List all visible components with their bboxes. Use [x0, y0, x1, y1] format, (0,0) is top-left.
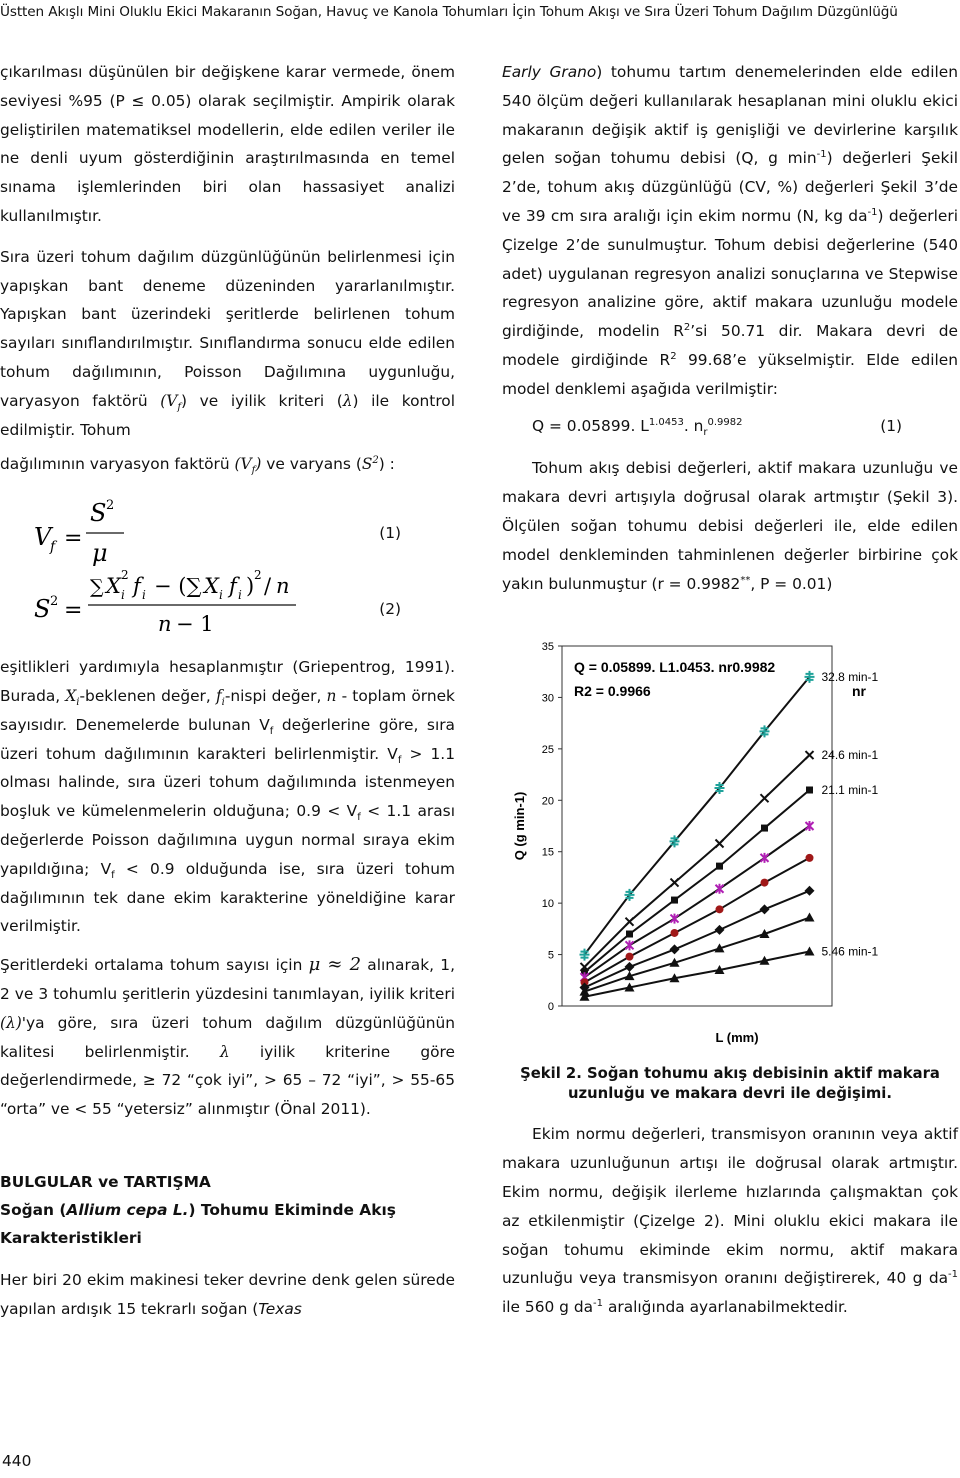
data-point [761, 879, 769, 887]
series-line [585, 677, 810, 955]
data-point [671, 879, 679, 887]
svg-text:X: X [106, 574, 121, 599]
page-number: 440 [2, 1452, 32, 1470]
data-point [670, 945, 680, 955]
paragraph-seeding-rate: Ekim normu değerleri, transmisyon oranının veya aktif makara uzunluğunun artışı ile doğrusal olarak artmıştır. Ekim normu, değişik ilerleme hızlarında çalışmaktan çok az etkilenmiştir (Çizelge 2). Mini oluklu ekici makara ile soğan tohumu ekiminde ekim normu, aktif makara uzunluğu veya transmisyon oranını değiştirerek, 40 g $da^{-1}$ ile 560 g $da^{-1}$ aralığında ayarlanabilmektedir. [502, 1125, 958, 1317]
svg-text:S: S [34, 595, 51, 624]
right-column [502, 58, 958, 1322]
running-header: Üstten Akışlı Mini Oluklu Ekici Makaranın Soğan, Havuç ve Kanola Tohumları İçin Tohum Akışı ve Sıra Üzeri Tohum Dağılım Düzgünlüğü [0, 4, 898, 20]
data-point [761, 825, 768, 832]
svg-text:S: S [90, 499, 107, 528]
svg-text:− 1: − 1 [176, 612, 214, 637]
legend-title: nr [852, 683, 866, 700]
data-point [761, 795, 769, 803]
paragraph-variance-intro: dağılımının varyasyon faktörü $(V_f)$ ve varyans $(S^2)$ : [0, 455, 395, 477]
data-point [671, 914, 679, 924]
svg-text:2: 2 [254, 568, 262, 583]
svg-text:− (∑: − (∑ [154, 574, 202, 599]
series-line [585, 790, 810, 972]
x-axis-label: L (mm) [715, 1030, 759, 1046]
y-tick-label: 0 [547, 1001, 554, 1014]
data-point [671, 929, 679, 937]
data-point [761, 853, 769, 863]
data-point [626, 953, 634, 961]
data-point [626, 918, 634, 926]
paragraph-significance: çıkarılması düşünülen bir değişkene karar vermede, önem seviyesi %95 (P ≤ 0.05) olarak seçilmiştir. Ampirik olarak geliştirilen matematiksel modellerin, elde edilen veriler ile ne denli uyum gösterdiğinin araştırılmasında en temel sınama işlemlerinden biri olan hassasiyet analizi kullanılmıştır. [0, 63, 455, 225]
svg-text:2: 2 [121, 568, 129, 583]
svg-text:/: / [264, 574, 272, 599]
svg-text:f: f [133, 574, 141, 599]
figure-2-chart [502, 628, 958, 1058]
model-equation-number: (1) [880, 416, 902, 435]
y-tick-label: 5 [547, 949, 554, 962]
data-point [716, 863, 723, 870]
y-tick-label: 15 [541, 847, 554, 860]
paragraph-goodness: Şeritlerdeki ortalama tohum sayısı için μ ≈ 2 alınarak, 1, 2 ve 3 tohumlu şeritlerin yüzdesini tanımlayan, iyilik kriteri (λ)'ya göre, sıra üzeri tohum dağılım düzgünlüğünün kalitesi belirlenmiştir. λ iyilik kriterine göre değerlendirmede, ≥ 72 “çok iyi”, > 65 – 72 “iyi”, > 55-65 “orta” ve < 55 “yetersiz” alınmıştır (Önal 2011). [0, 954, 455, 1119]
data-point [806, 854, 814, 862]
series-line [585, 918, 810, 992]
svg-text:f: f [50, 539, 56, 556]
data-point [671, 897, 678, 904]
svg-text:): ) [246, 574, 255, 599]
series-line [585, 952, 810, 997]
chart-svg [502, 628, 958, 1058]
series-line [585, 891, 810, 988]
model-equation: Q = 0.05899. $L^{1.0453}$. $n_r^{0.9982}$ (1) [532, 412, 902, 441]
svg-text:i: i [238, 588, 242, 603]
svg-text:∑: ∑ [90, 576, 104, 599]
annotation-equation: Q = 0.05899. L1.0453. nr0.9982 [574, 659, 776, 676]
data-point [805, 947, 815, 956]
svg-text:i: i [121, 588, 125, 603]
svg-text:V: V [34, 523, 52, 552]
paragraph-variables: eşitlikleri yardımıyla hesaplanmıştır (Griepentrog, 1991). Burada, $X_i$-beklenen değer, $f_i$-nispi değer, n - toplam örnek sayısıdır. Denemelerde bulunan $V_f$ değerlerine göre, sıra üzeri tohum dağılımının karakteri belirlenmiştir. $V_f > 1.1$ olması halinde, sıra üzeri tohum dağılımında istenmeyen boşluk ve kümelenmelerin olduğuna; $0.9 < V_f < 1.1$ arası değerlerde Poisson dağılımına uygun normal sıraya ekim yapıldığına; $V_f < 0.9$ olduğunda ise, sıra üzeri tohum dağılımının tek dane ekim karakterine yöneldiğine karar verilmiştir. [0, 658, 455, 936]
svg-text:i: i [142, 588, 146, 603]
y-tick-label: 30 [541, 692, 554, 705]
series-label: 32.8 min-1 [821, 670, 879, 685]
data-point [625, 962, 635, 972]
svg-text:2: 2 [50, 594, 59, 610]
data-point [626, 941, 634, 951]
svg-text:=: = [64, 598, 83, 624]
data-point [716, 840, 724, 848]
svg-text:2: 2 [106, 498, 115, 514]
svg-text:i: i [219, 588, 223, 603]
data-point [626, 931, 633, 938]
equation-2-number: (2) [379, 600, 401, 619]
y-tick-label: 25 [541, 744, 554, 757]
paragraph-results-start: Her biri 20 ekim makinesi teker devrine denk gelen sürede yapılan ardışık 15 tekrarlı soğan (Texas [0, 1270, 455, 1318]
section-heading: BULGULAR ve TARTIŞMA [0, 1172, 211, 1191]
equation-1-number: (1) [379, 524, 401, 543]
left-column [0, 58, 455, 1324]
data-point [806, 821, 814, 831]
svg-text:μ: μ [92, 539, 108, 568]
paragraph-measurements: Early Grano) tohumu tartım denemelerinden elde edilen 540 ölçüm değeri kullanılarak hesaplanan mini oluklu ekici makaranın değişik aktif iş genişliği ve devirlerine karşılık gelen soğan tohumu debisi (Q, g $\min^{-1}$) değerleri Şekil 2’de, tohum akış düzgünlüğü (CV, %) değerleri Şekil 3’de ve 39 cm sıra aralığı için ekim normu (N, kg $da^{-1}$) değerleri Çizelge 2’de sunulmuştur. Tohum debisi değerlerine (540 adet) uygulanan regresyon analizi sonuçlarına ve Stepwise regresyon analizine göre, aktif makara uzunluğu modele girdiğinde, modelin $R^2’si$ 50.71 dir. Makara devri de modele girdiğinde $R^2$ 99.68’e yükselmiştir. Elde edilen model denklemi aşağıda verilmiştir: [502, 63, 958, 398]
svg-text:f: f [229, 574, 237, 599]
data-point [805, 886, 815, 896]
series-line [585, 858, 810, 982]
data-point [806, 787, 813, 794]
data-point [806, 751, 814, 759]
data-point [716, 906, 724, 914]
subsection-heading: Soğan (Allium cepa L.) Tohumu Ekiminde Akış Karakteristikleri [0, 1200, 396, 1247]
series-line [585, 826, 810, 977]
y-tick-label: 20 [541, 795, 554, 808]
series-label: 5.46 min-1 [821, 944, 879, 959]
series-label: 21.1 min-1 [821, 783, 879, 798]
series-line [585, 755, 810, 967]
svg-text:=: = [64, 526, 83, 552]
data-point [805, 913, 815, 922]
data-point [715, 925, 725, 935]
equations-block [0, 489, 455, 639]
svg-text:n: n [276, 574, 290, 599]
equation-1 [28, 489, 328, 639]
y-axis-label: Q (g min-1) [512, 792, 527, 861]
figure-caption: Şekil 2. Soğan tohumu akış debisinin aktif makara uzunluğu ve makara devri ile değişimi. [520, 1065, 940, 1103]
svg-text:X: X [204, 574, 219, 599]
y-tick-label: 10 [541, 898, 554, 911]
y-tick-label: 35 [541, 641, 554, 654]
annotation-r2: R2 = 0.9966 [574, 683, 651, 700]
data-point [760, 905, 770, 915]
series-label: 24.6 min-1 [821, 748, 879, 763]
svg-text:n: n [158, 612, 172, 637]
data-point [716, 884, 724, 894]
paragraph-flow-results: Tohum akış debisi değerleri, aktif makara uzunluğu ve makara devri artışıyla doğrusal olarak artmıştır (Şekil 3). Ölçülen soğan tohumu debisi değerleri ile, elde edilen model denkleminden tahminlenen değerler birbirine çok yakın bulunmuştur (r = 0.9982**, P = 0.01) [502, 459, 958, 593]
paragraph-seed-distribution: Sıra üzeri tohum dağılım düzgünlüğünün belirlenmesi için yapışkan bant deneme düzeninden yararlanılmıştır. Yapışkan bant üzerindeki şeritlerde belirlenen tohum sayıları sınıflandırılmıştır. Sınıflandırma sonucu elde edilen tohum dağılımının, Poisson Dağılımına uygunluğu, varyasyon faktörü $(V_f)$ ve iyilik kriteri (λ) ile kontrol edilmiştir. Tohum [0, 247, 455, 439]
